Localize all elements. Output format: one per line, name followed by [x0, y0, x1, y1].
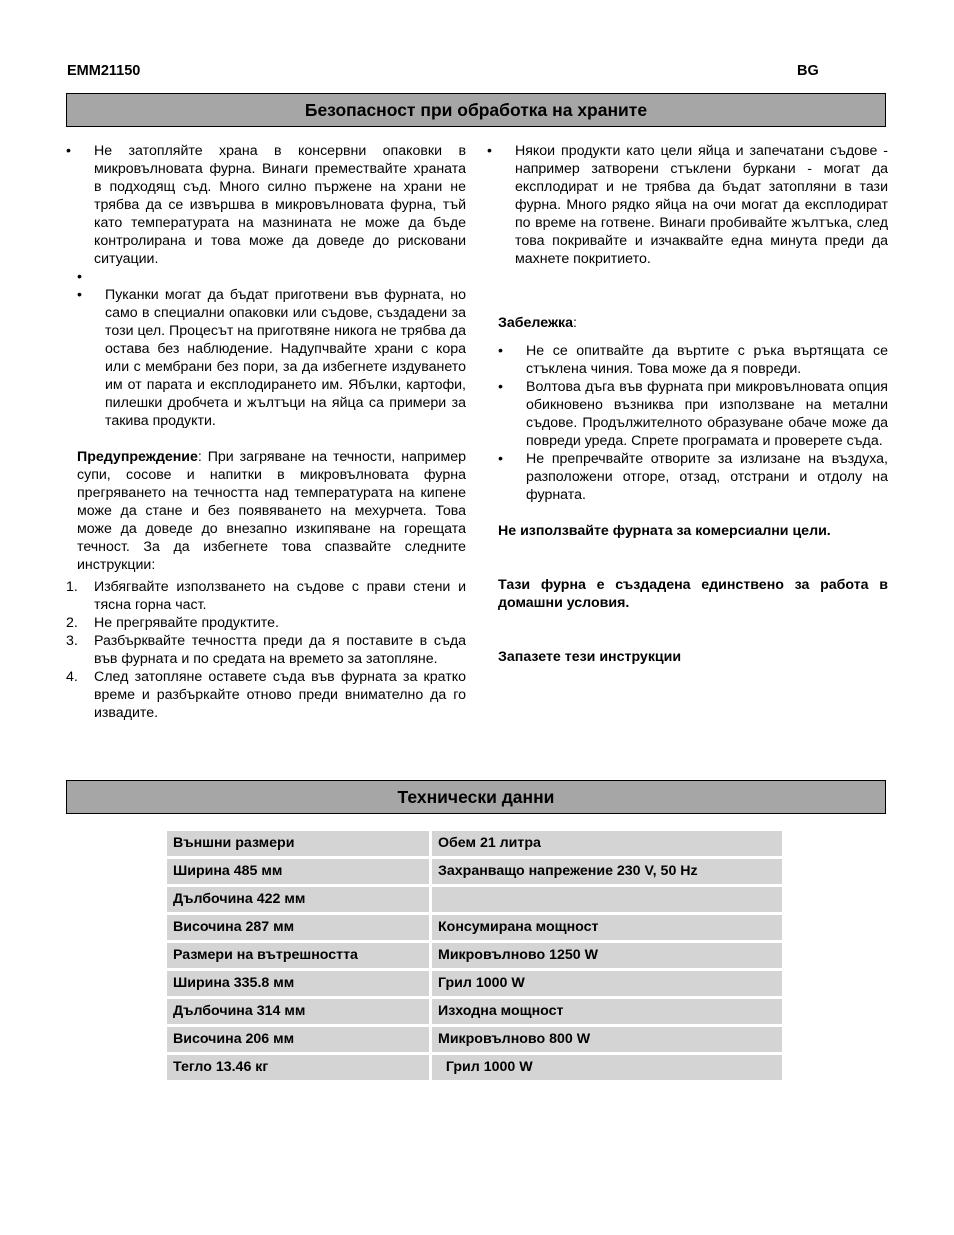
- table-cell: Изходна мощност: [432, 999, 782, 1024]
- commercial-use-notice: Не използвайте фурната за комерсиални цели.: [498, 523, 831, 539]
- list-item-text: Волтова дъга във фурната при микровълновата опция обикновено възниква при използване на метални съдове. Продължителното образуване обаче може да повреди уреда. Спрете програмата и проверете съда.: [526, 379, 888, 449]
- household-use-notice: Тази фурна е създадена единствено за работа в домашни условия.: [498, 577, 888, 611]
- table-row: [167, 887, 782, 912]
- table-row: [167, 859, 782, 884]
- table-cell: [432, 887, 782, 912]
- section-title-food-safety: Безопасност при обработка на храните: [66, 93, 886, 127]
- table-cell: Височина 206 мм: [167, 1027, 429, 1052]
- bullet-icon: •: [498, 343, 503, 359]
- language-code: BG: [797, 63, 819, 79]
- list-item: [487, 142, 888, 268]
- table-row: [167, 831, 782, 856]
- bullet-icon: •: [487, 143, 492, 159]
- list-item-text: Не се опитвайте да въртите с ръка въртящата се стъклена чиния. Това може да я повреди.: [526, 343, 888, 377]
- table-row: [167, 915, 782, 940]
- bullet-icon: •: [66, 143, 71, 159]
- step-text: Не прегрявайте продуктите.: [94, 615, 279, 631]
- warning-paragraph: [66, 448, 466, 574]
- table-cell: Тегло 13.46 кг: [167, 1055, 429, 1080]
- bullet-icon: •: [498, 451, 503, 467]
- table-cell: Ширина 335.8 мм: [167, 971, 429, 996]
- note-heading: [487, 314, 888, 332]
- note-colon: :: [573, 315, 577, 331]
- table-cell: Грил 1000 W: [432, 971, 782, 996]
- step-text: Разбърквайте течността преди да я поставите в съда във фурната и по средата на времето за затопляне.: [94, 633, 466, 667]
- list-item: 2. Не прегрявайте продуктите.: [66, 615, 279, 631]
- list-item-text: Не затопляйте храна в консервни опаковки в микровълновата фурна. Винаги премествайте храната в подходящ съд. Много силно пържене на храни не трябва да се извършва в микровълновата фурна, тъй като температурата на мазнината не може да бъде контролирана и това може да доведе до рисковани ситуации.: [94, 143, 466, 267]
- step-text: След затопляне оставете съда във фурната за кратко време и разбъркайте отново преди внимателно да го извадите.: [94, 669, 466, 721]
- table-cell: Микровълново 1250 W: [432, 943, 782, 968]
- table-cell: Дълбочина 422 мм: [167, 887, 429, 912]
- table-cell: Захранващо напрежение 230 V, 50 Hz: [432, 859, 782, 884]
- table-row: [167, 943, 782, 968]
- list-item: 4. След затопляне оставете съда във фурната за кратко време и разбъркайте отново преди внимателно да го извадите.: [66, 669, 466, 721]
- list-item: 1. Избягвайте използването на съдове с прави стени и тясна горна част.: [66, 579, 466, 613]
- list-item: [66, 286, 466, 430]
- list-item: 3. Разбърквайте течността преди да я поставите в съда във фурната и по средата на времето за затопляне.: [66, 633, 466, 667]
- list-item-text: Някои продукти като цели яйца и запечатани съдове - например затворени стъклени буркани - могат да експлодират и не трябва да бъдат затопляни в тази фурна. Много рядко яйца на очи могат да експлодират по време на готвене. Винаги пробивайте жълтъка, след това покривайте и изчаквайте една минута преди да махнете покритието.: [515, 143, 888, 267]
- table-cell: Ширина 485 мм: [167, 859, 429, 884]
- table-row: [167, 971, 782, 996]
- bullet-icon: •: [77, 269, 82, 285]
- table-row: [167, 999, 782, 1024]
- list-item: [487, 342, 888, 378]
- warning-label: Предупреждение: [77, 449, 198, 465]
- model-number: EMM21150: [67, 63, 141, 79]
- table-cell: Консумирана мощност: [432, 915, 782, 940]
- left-column: [66, 142, 466, 722]
- right-column: [487, 142, 888, 666]
- list-item: [487, 450, 888, 504]
- warning-text: : При загряване на течности, например супи, сосове и напитки в микровълновата фурна прегряването на течността над температурата на кипене може да стане и без появяването на мехурчета. Това може да доведе до внезапно изкипяване на горещата течност. За да избегнете това спазвайте следните инструкции:: [77, 449, 466, 573]
- list-item: [66, 142, 466, 268]
- keep-instructions-notice: Запазете тези инструкции: [498, 649, 682, 665]
- list-item: [487, 378, 888, 450]
- list-item-text: Не препречвайте отворите за излизане на въздуха, разположени отгоре, отзад, отстрани и отдолу на фурната.: [526, 451, 888, 503]
- list-item: [66, 268, 466, 286]
- bullet-icon: •: [498, 379, 503, 395]
- list-item-text: [105, 269, 109, 285]
- table-row: [167, 1027, 782, 1052]
- step-text: Избягвайте използването на съдове с прави стени и тясна горна част.: [94, 579, 466, 613]
- table-cell: Грил 1000 W: [432, 1055, 782, 1080]
- section-title-technical-data: Технически данни: [66, 780, 886, 814]
- bullet-icon: •: [77, 287, 82, 303]
- table-cell: Размери на вътрешността: [167, 943, 429, 968]
- note-label: Забележка: [498, 315, 574, 331]
- specs-table: [164, 828, 785, 1083]
- table-cell: Обем 21 литра: [432, 831, 782, 856]
- table-cell: Микровълново 800 W: [432, 1027, 782, 1052]
- table-cell: Външни размери: [167, 831, 429, 856]
- table-cell: Дълбочина 314 мм: [167, 999, 429, 1024]
- list-item-text: Пуканки могат да бъдат приготвени във фурната, но само в специални опаковки или съдове, създадени за този цел. Процесът на приготвяне никога не трябва да остава без наблюдение. Надупчвайте храни с кора или с мембрани без пори, за да избегнете издуването им от парата и експлодирането им. Ябълки, картофи, пилешки дробчета и жълтъци на яйца са примери за такива продукти.: [105, 287, 466, 429]
- table-row: [167, 1055, 782, 1080]
- table-cell: Височина 287 мм: [167, 915, 429, 940]
